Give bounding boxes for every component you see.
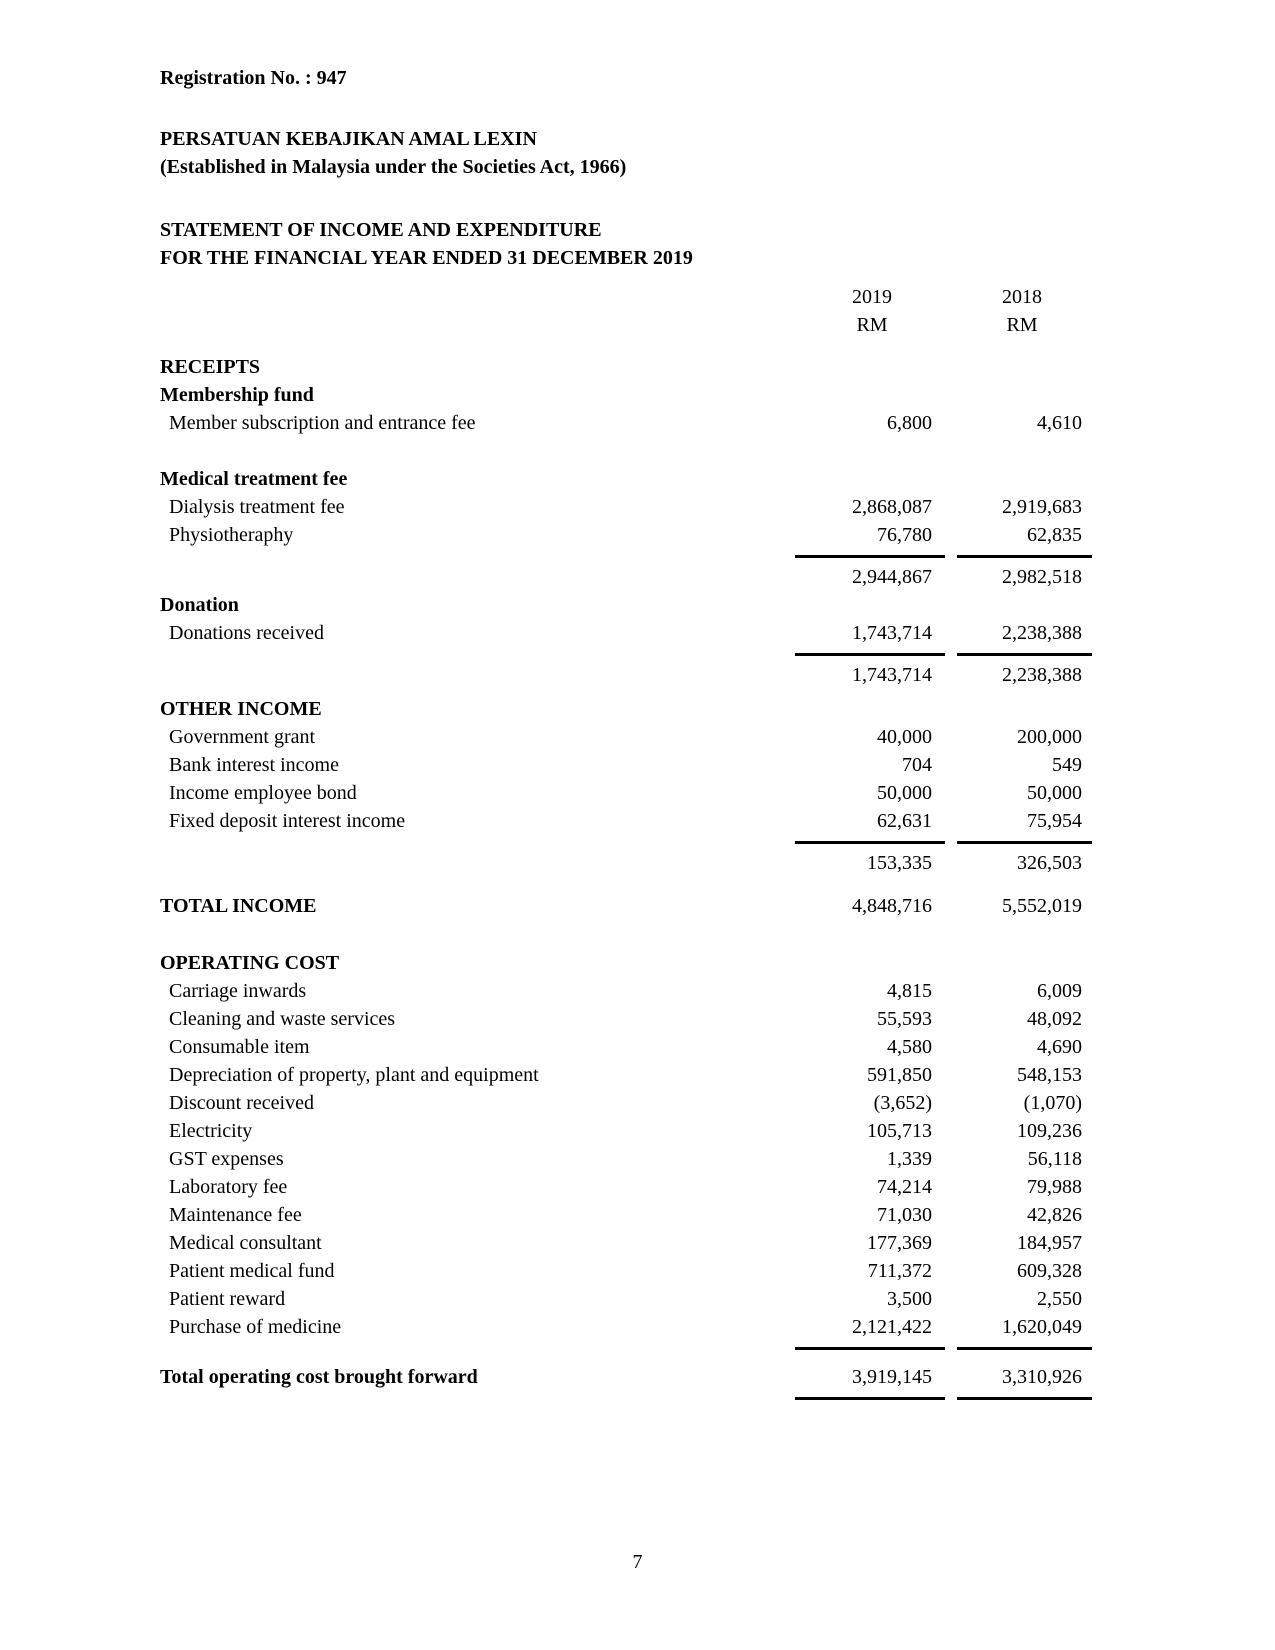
statement-row	[160, 1173, 1082, 1201]
statement-table	[160, 353, 1082, 1405]
column-rule	[957, 555, 1092, 558]
org-name: PERSATUAN KEBAJIKAN AMAL LEXIN	[160, 128, 537, 150]
value-2019: 62,631	[877, 810, 932, 832]
currency-header-row	[160, 311, 1082, 339]
value-2019: 76,780	[877, 524, 932, 546]
value-2019: 71,030	[877, 1204, 932, 1226]
value-2019: 1,743,714	[852, 664, 932, 686]
row-label: Donations received	[169, 622, 324, 644]
row-label: Depreciation of property, plant and equipment	[169, 1064, 539, 1086]
column-rule	[957, 1397, 1092, 1400]
currency-header-1: RM	[856, 314, 888, 336]
row-label	[160, 563, 782, 591]
row-label: Total operating cost brought forward	[160, 1366, 478, 1388]
value-2019: 3,500	[887, 1288, 932, 1310]
row-label: Fixed deposit interest income	[169, 810, 406, 832]
value-2019	[782, 949, 932, 977]
statement-row	[160, 465, 1082, 493]
statement-row	[160, 1285, 1082, 1313]
spacer	[160, 181, 1082, 216]
year-header-row	[160, 283, 1082, 311]
value-2019: 177,369	[867, 1232, 932, 1254]
registration-line: Registration No. : 947	[160, 67, 347, 89]
statement-row	[160, 695, 1082, 723]
row-label: Consumable item	[169, 1036, 310, 1058]
statement-row	[160, 1061, 1082, 1089]
row-label: Medical treatment fee	[160, 468, 348, 490]
row-label: Carriage inwards	[169, 980, 307, 1002]
value-2018: 2,982,518	[1002, 566, 1082, 588]
spacer-row	[160, 877, 1082, 892]
statement-row	[160, 493, 1082, 521]
column-rule	[957, 841, 1092, 844]
value-2018: 5,552,019	[1002, 895, 1082, 917]
org-subtitle: (Established in Malaysia under the Societies Act, 1966)	[160, 156, 627, 178]
statement-row	[160, 563, 1082, 591]
spacer	[160, 92, 1082, 125]
value-2019: 4,580	[887, 1036, 932, 1058]
row-label: TOTAL INCOME	[160, 895, 317, 917]
row-label: Purchase of medicine	[169, 1316, 342, 1338]
value-2018: 1,620,049	[1002, 1316, 1082, 1338]
value-2019: 55,593	[877, 1008, 932, 1030]
page-number: 7	[632, 1551, 643, 1573]
spacer-row	[160, 437, 1082, 465]
value-2019: 153,335	[867, 852, 932, 874]
row-label: OTHER INCOME	[160, 698, 322, 720]
year-header-2018: 2018	[1002, 286, 1042, 308]
statement-row	[160, 661, 1082, 689]
value-2019: 4,848,716	[852, 895, 932, 917]
value-2018	[932, 381, 1082, 409]
statement-row	[160, 1005, 1082, 1033]
value-2018: 75,954	[1027, 810, 1082, 832]
value-2018: 79,988	[1027, 1176, 1082, 1198]
header-spacer	[160, 311, 782, 339]
column-rule	[795, 1397, 945, 1400]
value-2019	[782, 353, 932, 381]
value-2019	[782, 591, 932, 619]
spacer-row	[160, 920, 1082, 949]
statement-row	[160, 521, 1082, 549]
value-2018: 42,826	[1027, 1204, 1082, 1226]
column-rule	[957, 653, 1092, 656]
statement-row	[160, 409, 1082, 437]
row-label: Electricity	[169, 1120, 253, 1142]
value-2018: 3,310,926	[1002, 1366, 1082, 1388]
value-2019	[782, 695, 932, 723]
row-label: Donation	[160, 594, 239, 616]
value-2018: 56,118	[1027, 1148, 1082, 1170]
row-label: Patient reward	[169, 1288, 286, 1310]
rule-row	[160, 1391, 1082, 1405]
row-label: RECEIPTS	[160, 356, 261, 378]
value-2019: 40,000	[877, 726, 932, 748]
row-label: Discount received	[169, 1092, 314, 1114]
value-2018: 6,009	[1037, 980, 1082, 1002]
value-2019: (3,652)	[873, 1092, 932, 1114]
statement-row	[160, 849, 1082, 877]
row-label: Income employee bond	[169, 782, 357, 804]
spacer	[160, 272, 1082, 283]
statement-row	[160, 1117, 1082, 1145]
row-label: Physiotheraphy	[169, 524, 294, 546]
row-label	[160, 849, 782, 877]
rule-row	[160, 647, 1082, 661]
statement-row	[160, 591, 1082, 619]
value-2018: 4,690	[1037, 1036, 1082, 1058]
value-2018: 62,835	[1027, 524, 1082, 546]
value-2019: 704	[902, 754, 932, 776]
value-2019: 711,372	[867, 1260, 932, 1282]
row-label: Member subscription and entrance fee	[169, 412, 476, 434]
statement-subtitle: FOR THE FINANCIAL YEAR ENDED 31 DECEMBER 2019	[160, 247, 693, 269]
statement-row	[160, 892, 1082, 920]
value-2018	[932, 695, 1082, 723]
row-label: Medical consultant	[169, 1232, 322, 1254]
value-2018: 48,092	[1027, 1008, 1082, 1030]
value-2018	[932, 949, 1082, 977]
statement-row	[160, 779, 1082, 807]
value-2018: 2,550	[1037, 1288, 1082, 1310]
value-2019: 105,713	[867, 1120, 932, 1142]
column-rule	[795, 555, 945, 558]
column-rule	[957, 1347, 1092, 1350]
value-2019: 3,919,145	[852, 1366, 932, 1388]
value-2018	[932, 465, 1082, 493]
value-2019: 1,339	[887, 1148, 932, 1170]
statement-row	[160, 1363, 1082, 1391]
row-label: Bank interest income	[169, 754, 339, 776]
statement-row	[160, 1229, 1082, 1257]
value-2018: 2,919,683	[1002, 496, 1082, 518]
statement-row	[160, 1313, 1082, 1341]
statement-row	[160, 977, 1082, 1005]
value-2018	[932, 353, 1082, 381]
statement-row	[160, 381, 1082, 409]
statement-row	[160, 1257, 1082, 1285]
year-header-2019: 2019	[852, 286, 892, 308]
rule-row	[160, 549, 1082, 563]
statement-row	[160, 723, 1082, 751]
spacer-row	[160, 1355, 1082, 1363]
row-label: Government grant	[169, 726, 316, 748]
value-2018: 4,610	[1037, 412, 1082, 434]
currency-header-2: RM	[1006, 314, 1038, 336]
value-2019: 2,121,422	[852, 1316, 932, 1338]
value-2019	[782, 465, 932, 493]
value-2018: 184,957	[1017, 1232, 1082, 1254]
value-2019: 6,800	[887, 412, 932, 434]
value-2019: 1,743,714	[852, 622, 932, 644]
row-label: Membership fund	[160, 384, 314, 406]
value-2018: 109,236	[1017, 1120, 1082, 1142]
header-spacer	[160, 283, 782, 311]
value-2018: 50,000	[1027, 782, 1082, 804]
value-2019: 4,815	[887, 980, 932, 1002]
row-label	[160, 661, 782, 689]
value-2019: 50,000	[877, 782, 932, 804]
rule-row	[160, 835, 1082, 849]
value-2018: 548,153	[1017, 1064, 1082, 1086]
statement-row	[160, 1201, 1082, 1229]
value-2019	[782, 381, 932, 409]
document-content	[160, 64, 1082, 1405]
row-label: Maintenance fee	[169, 1204, 302, 1226]
value-2018: 2,238,388	[1002, 664, 1082, 686]
spacer	[160, 339, 1082, 353]
value-2018: 609,328	[1017, 1260, 1082, 1282]
value-2019: 591,850	[867, 1064, 932, 1086]
row-label: GST expenses	[169, 1148, 284, 1170]
value-2018: 326,503	[1017, 852, 1082, 874]
statement-row	[160, 353, 1082, 381]
value-2018: (1,070)	[1023, 1092, 1082, 1114]
statement-title: STATEMENT OF INCOME AND EXPENDITURE	[160, 219, 602, 241]
value-2019: 74,214	[877, 1176, 932, 1198]
column-rule	[795, 653, 945, 656]
value-2018	[932, 591, 1082, 619]
value-2019: 2,944,867	[852, 566, 932, 588]
column-rule	[795, 1347, 945, 1350]
row-label: Cleaning and waste services	[169, 1008, 396, 1030]
statement-row	[160, 807, 1082, 835]
statement-row	[160, 1145, 1082, 1173]
value-2018: 549	[1052, 754, 1082, 776]
value-2019: 2,868,087	[852, 496, 932, 518]
statement-row	[160, 619, 1082, 647]
row-label: Dialysis treatment fee	[169, 496, 345, 518]
statement-row	[160, 751, 1082, 779]
statement-row	[160, 949, 1082, 977]
rule-row	[160, 1341, 1082, 1355]
statement-row	[160, 1033, 1082, 1061]
row-label: Laboratory fee	[169, 1176, 288, 1198]
value-2018: 200,000	[1017, 726, 1082, 748]
value-2018: 2,238,388	[1002, 622, 1082, 644]
row-label: Patient medical fund	[169, 1260, 335, 1282]
statement-row	[160, 1089, 1082, 1117]
column-rule	[795, 841, 945, 844]
row-label: OPERATING COST	[160, 952, 340, 974]
